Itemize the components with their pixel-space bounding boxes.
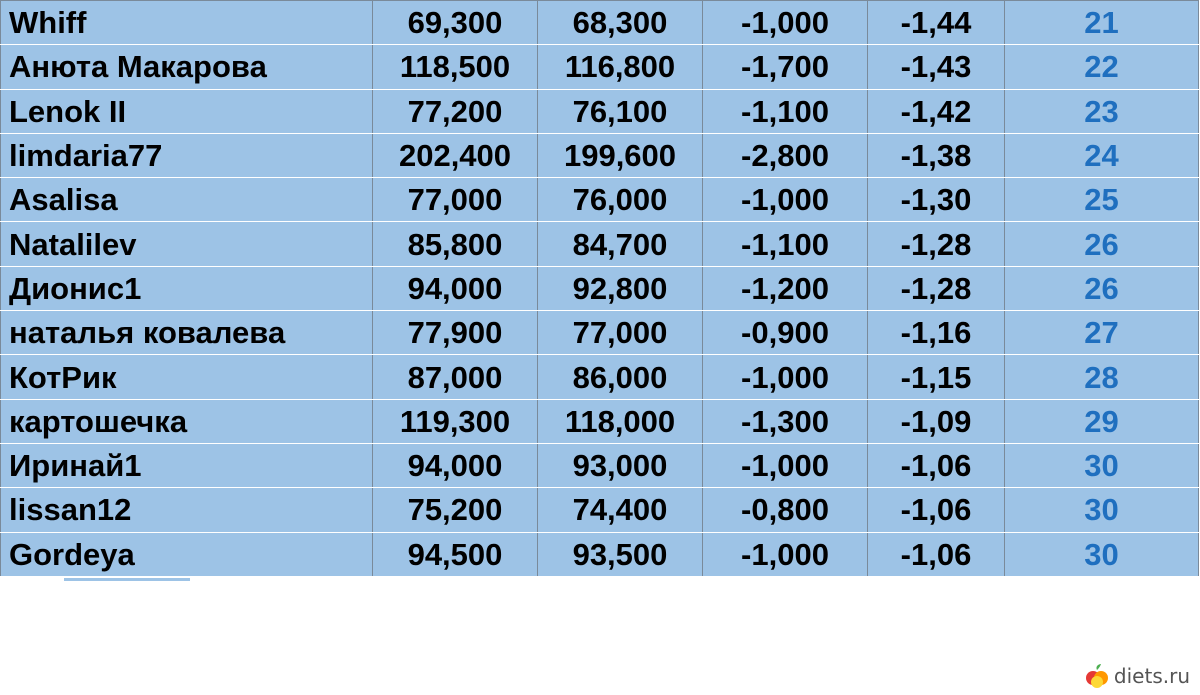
participant-name-cell: Дионис1: [1, 266, 373, 310]
percent-change-cell: -1,16: [868, 311, 1005, 355]
participant-name-cell: lissan12: [1, 488, 373, 532]
percent-change-cell: -1,44: [868, 1, 1005, 45]
weight-change-cell: -0,800: [703, 488, 868, 532]
participant-name-cell: Анюта Макарова: [1, 45, 373, 89]
participant-name-cell: Asalisa: [1, 178, 373, 222]
percent-change-cell: -1,42: [868, 89, 1005, 133]
rank-cell: 26: [1005, 266, 1199, 310]
table-row: [1, 355, 1199, 399]
percent-change-cell: -1,38: [868, 133, 1005, 177]
start-weight-cell: 94,500: [373, 532, 538, 576]
current-weight-cell: 92,800: [538, 266, 703, 310]
percent-change-cell: -1,06: [868, 443, 1005, 487]
participant-name-cell: Gordeya: [1, 532, 373, 576]
watermark-text: diets.ru: [1113, 664, 1190, 688]
percent-change-cell: -1,09: [868, 399, 1005, 443]
apple-icon: [1084, 663, 1110, 689]
percent-change-cell: -1,15: [868, 355, 1005, 399]
percent-change-cell: -1,28: [868, 266, 1005, 310]
participant-name-cell: картошечка: [1, 399, 373, 443]
watermark: [1084, 663, 1190, 689]
participant-name-cell: Natalilev: [1, 222, 373, 266]
weight-change-cell: -1,000: [703, 178, 868, 222]
start-weight-cell: 77,900: [373, 311, 538, 355]
rank-cell: 30: [1005, 488, 1199, 532]
rank-cell: 25: [1005, 178, 1199, 222]
table-body: [1, 1, 1199, 577]
weight-change-cell: -1,100: [703, 89, 868, 133]
percent-change-cell: -1,43: [868, 45, 1005, 89]
table-row: [1, 133, 1199, 177]
percent-change-cell: -1,30: [868, 178, 1005, 222]
start-weight-cell: 87,000: [373, 355, 538, 399]
table-row: [1, 443, 1199, 487]
rank-cell: 30: [1005, 443, 1199, 487]
start-weight-cell: 94,000: [373, 266, 538, 310]
weight-change-cell: -1,000: [703, 532, 868, 576]
weight-change-cell: -1,000: [703, 1, 868, 45]
table-row: [1, 399, 1199, 443]
rank-cell: 26: [1005, 222, 1199, 266]
rank-cell: 28: [1005, 355, 1199, 399]
participant-name-cell: Whiff: [1, 1, 373, 45]
current-weight-cell: 118,000: [538, 399, 703, 443]
weight-change-cell: -2,800: [703, 133, 868, 177]
start-weight-cell: 202,400: [373, 133, 538, 177]
table-row: [1, 178, 1199, 222]
participant-name-cell: limdaria77: [1, 133, 373, 177]
start-weight-cell: 69,300: [373, 1, 538, 45]
current-weight-cell: 74,400: [538, 488, 703, 532]
rank-cell: 27: [1005, 311, 1199, 355]
table-row: [1, 532, 1199, 576]
current-weight-cell: 93,000: [538, 443, 703, 487]
participant-name-cell: Lenok II: [1, 89, 373, 133]
start-weight-cell: 118,500: [373, 45, 538, 89]
current-weight-cell: 76,100: [538, 89, 703, 133]
rank-cell: 21: [1005, 1, 1199, 45]
current-weight-cell: 68,300: [538, 1, 703, 45]
participant-name-cell: КотРик: [1, 355, 373, 399]
weight-change-cell: -1,300: [703, 399, 868, 443]
percent-change-cell: -1,28: [868, 222, 1005, 266]
weight-change-cell: -1,700: [703, 45, 868, 89]
current-weight-cell: 199,600: [538, 133, 703, 177]
table-row: [1, 488, 1199, 532]
percent-change-cell: -1,06: [868, 488, 1005, 532]
weight-change-cell: -1,100: [703, 222, 868, 266]
participant-name-cell: Иринай1: [1, 443, 373, 487]
table-row: [1, 45, 1199, 89]
percent-change-cell: -1,06: [868, 532, 1005, 576]
current-weight-cell: 93,500: [538, 532, 703, 576]
rank-cell: 30: [1005, 532, 1199, 576]
rank-cell: 22: [1005, 45, 1199, 89]
weight-change-cell: -1,000: [703, 355, 868, 399]
start-weight-cell: 77,200: [373, 89, 538, 133]
current-weight-cell: 77,000: [538, 311, 703, 355]
weight-change-cell: -1,000: [703, 443, 868, 487]
weight-change-cell: -0,900: [703, 311, 868, 355]
current-weight-cell: 116,800: [538, 45, 703, 89]
table-row: [1, 1, 1199, 45]
start-weight-cell: 94,000: [373, 443, 538, 487]
rank-cell: 29: [1005, 399, 1199, 443]
rank-cell: 23: [1005, 89, 1199, 133]
weight-change-cell: -1,200: [703, 266, 868, 310]
table-row: [1, 222, 1199, 266]
cell-selection-mark: [64, 578, 190, 581]
current-weight-cell: 86,000: [538, 355, 703, 399]
table-row: [1, 311, 1199, 355]
start-weight-cell: 77,000: [373, 178, 538, 222]
start-weight-cell: 75,200: [373, 488, 538, 532]
table-row: [1, 266, 1199, 310]
current-weight-cell: 84,700: [538, 222, 703, 266]
start-weight-cell: 85,800: [373, 222, 538, 266]
table-row: [1, 89, 1199, 133]
current-weight-cell: 76,000: [538, 178, 703, 222]
start-weight-cell: 119,300: [373, 399, 538, 443]
rank-cell: 24: [1005, 133, 1199, 177]
participant-name-cell: наталья ковалева: [1, 311, 373, 355]
